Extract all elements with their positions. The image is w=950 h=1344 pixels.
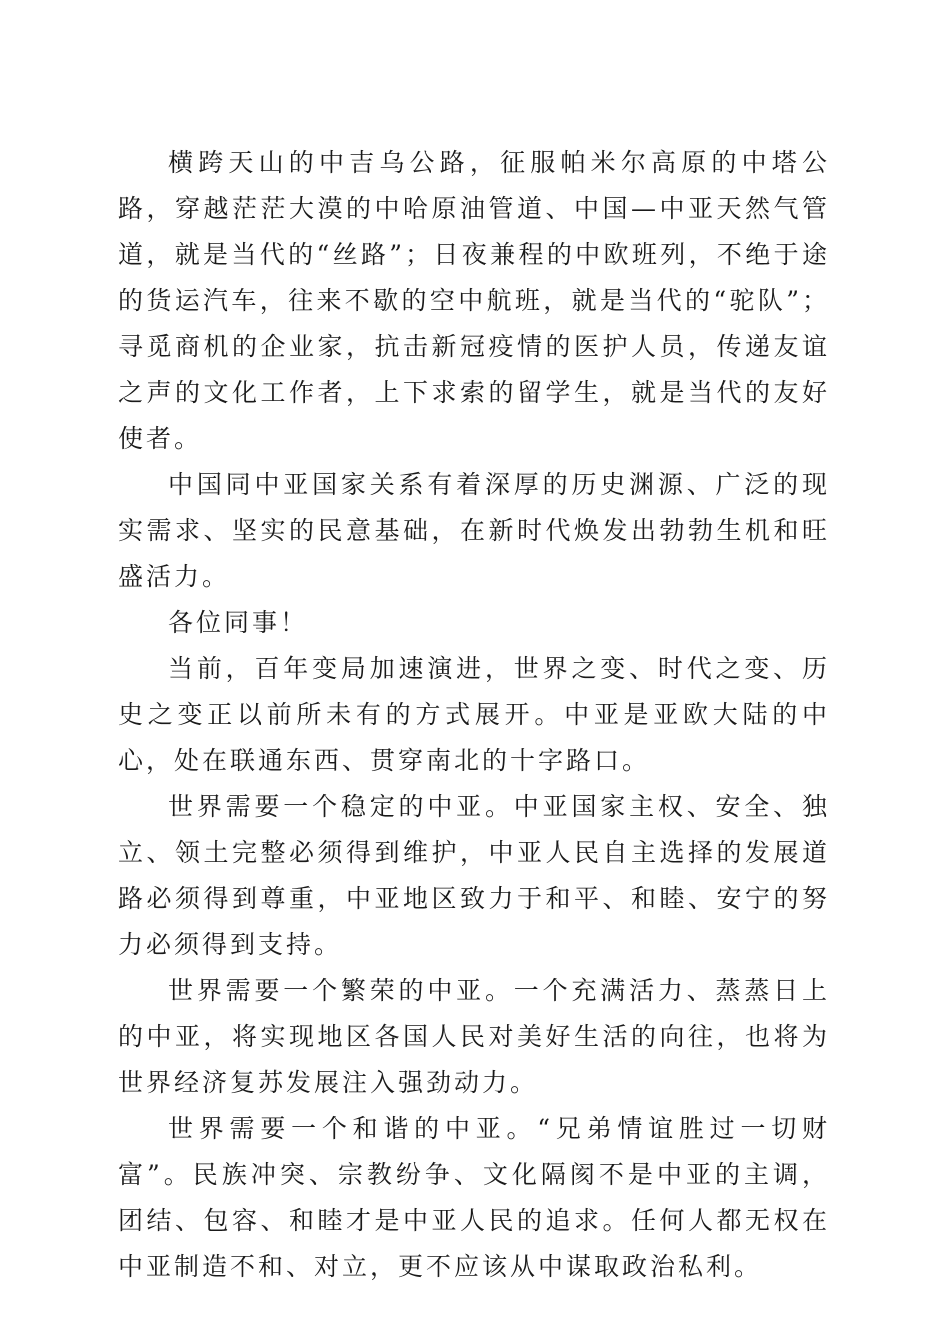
document-page [118,140,830,1290]
paragraph-salutation: 各位同事！ [168,608,309,637]
paragraph-current-situation: 当前，百年变局加速演进，世界之变、时代之变、历史之变正以前所未有的方式展开。中亚是亚欧大陆的中心，处在联通东西、贯穿南北的十字路口。 [118,654,830,775]
paragraph-prosperous-central-asia: 世界需要一个繁荣的中亚。一个充满活力、蒸蒸日上的中亚，将实现地区各国人民对美好生活的向往，也将为世界经济复苏发展注入强劲动力。 [118,976,830,1097]
paragraph-relations: 中国同中亚国家关系有着深厚的历史渊源、广泛的现实需求、坚实的民意基础，在新时代焕发出勃勃生机和旺盛活力。 [118,470,830,591]
paragraph-harmonious-central-asia: 世界需要一个和谐的中亚。“兄弟情谊胜过一切财富”。民族冲突、宗教纷争、文化隔阂不是中亚的主调，团结、包容、和睦才是中亚人民的追求。任何人都无权在中亚制造不和、对立，更不应该从中谋取政治私利。 [118,1114,830,1281]
paragraph-silk-road: 横跨天山的中吉乌公路，征服帕米尔高原的中塔公路，穿越茫茫大漠的中哈原油管道、中国—中亚天然气管道，就是当代的“丝路”；日夜兼程的中欧班列，不绝于途的货运汽车，往来不歇的空中航班，就是当代的“驼队”；寻觅商机的企业家，抗击新冠疫情的医护人员，传递友谊之声的文化工作者，上下求索的留学生，就是当代的友好使者。 [118,148,830,453]
paragraph-stable-central-asia: 世界需要一个稳定的中亚。中亚国家主权、安全、独立、领土完整必须得到维护，中亚人民自主选择的发展道路必须得到尊重，中亚地区致力于和平、和睦、安宁的努力必须得到支持。 [118,792,830,959]
